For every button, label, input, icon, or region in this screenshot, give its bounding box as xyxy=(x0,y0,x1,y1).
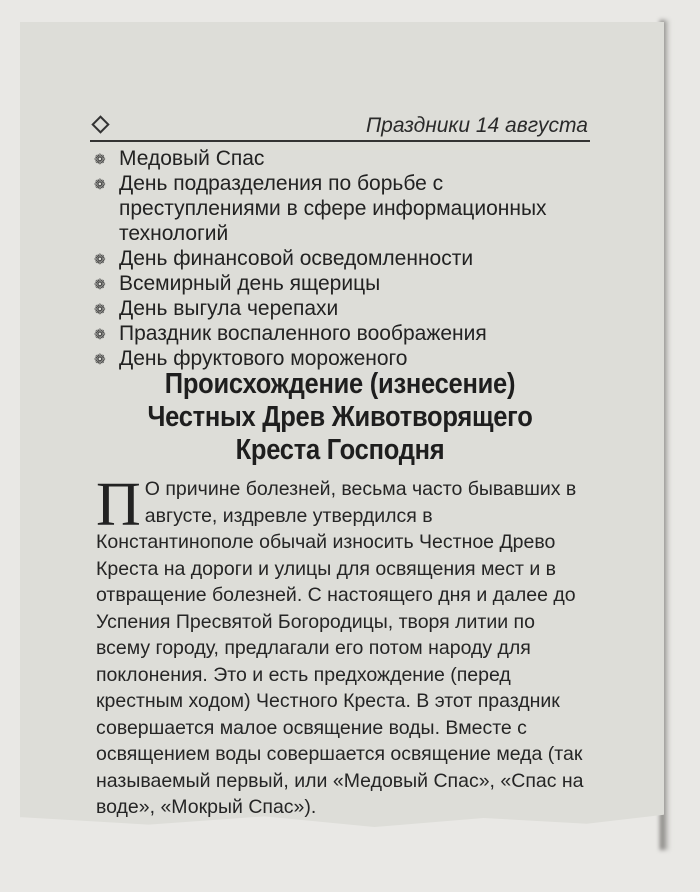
diamond-icon xyxy=(91,115,109,133)
section-header xyxy=(90,112,590,142)
drop-cap: П xyxy=(96,471,141,539)
holiday-list xyxy=(92,146,592,371)
article-body xyxy=(96,471,589,821)
list-item: ❁ День подразделения по борьбе с преступлениями в сфере информационных технологий xyxy=(94,172,547,245)
bullet-icon: ❁ xyxy=(94,151,106,167)
list-item: ❁ Праздник воспаленного воображения xyxy=(94,322,487,345)
list-item: ❁ День финансовой осведомленности xyxy=(94,247,474,270)
article-text: О причине болезней, весьма часто бывавших в августе, издревле утвердился в Константинополе обычай износить Честное Древо Креста на дороги и улицы для освящения мест и в отвращение болезней. С настоящего дня и далее до Успения Пресвятой Богородицы, творя литии по всему городу, предлагали его потом народу для поклонения. Это и есть предхождение (перед крестным ходом) Честного Креста. В этот праздник совершается малое освящение воды. Вместе с освящением воды совершается освящение меда (так называемый первый, или «Медовый Спас», «Спас на воде», «Мокрый Спас»). xyxy=(96,478,584,818)
bullet-icon: ❁ xyxy=(94,276,106,292)
section-title: Праздники 14 августа xyxy=(365,114,588,137)
list-item: ❁ День фруктового мороженого xyxy=(94,347,408,370)
bullet-icon: ❁ xyxy=(94,351,106,367)
list-item: ❁ День выгула черепахи xyxy=(94,297,339,320)
bullet-icon: ❁ xyxy=(94,176,106,192)
article-headline: Происхождение (изнесение) Честных Древ Животворящего Креста Господня xyxy=(147,368,533,466)
bullet-icon: ❁ xyxy=(94,251,106,267)
list-item: ❁ Медовый Спас xyxy=(94,147,265,170)
list-item: ❁ Всемирный день ящерицы xyxy=(94,272,381,295)
bullet-icon: ❁ xyxy=(94,301,106,317)
bullet-icon: ❁ xyxy=(94,326,106,342)
